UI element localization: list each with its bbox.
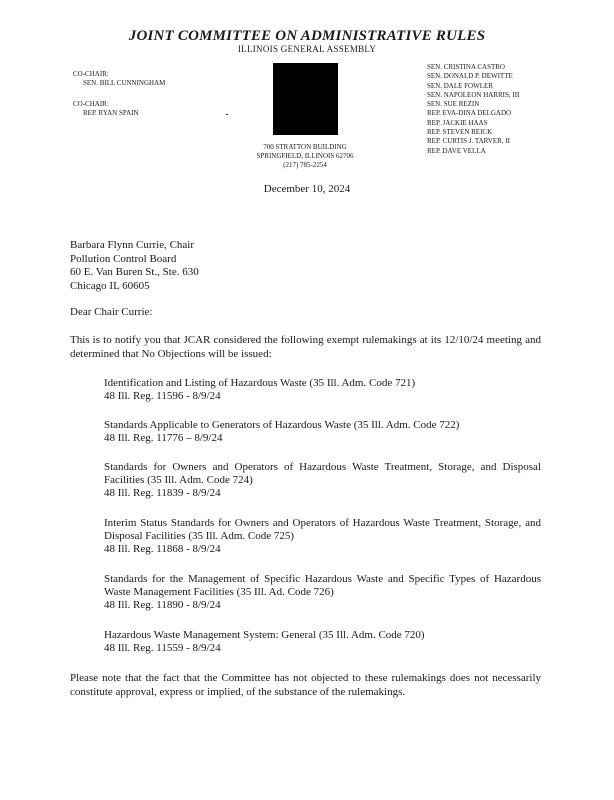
rulemaking-item [104,419,541,445]
rulemaking-title: Standards for the Management of Specific Hazardous Waste and Specific Types of Hazardous Waste Management Facilities (35 Ill. Ad. Code 726) [104,573,541,598]
recipient-name: Barbara Flynn Currie, Chair [70,239,195,251]
letterhead-subtitle: ILLINOIS GENERAL ASSEMBLY [237,44,377,54]
committee-address [245,143,365,170]
member-name: SEN. SUE REZIN [427,100,480,109]
closing-paragraph: Please note that the fact that the Committee has not objected to these rulemakings does not necessarily constitute approval, express or implied, of the substance of the rulemakings. [70,672,541,698]
member-name: SEN. NAPOLEON HARRIS, III [427,90,520,99]
member-name: REP. CURTIS J. TARVER, II [427,137,510,146]
committee-members-list [427,63,519,156]
address-line: SPRINGFIELD, ILLINOIS 62706 [256,152,354,160]
rulemaking-register-ref: 48 Ill. Reg. 11559 - 8/9/24 [104,642,221,654]
state-seal-redacted [273,63,338,135]
rulemaking-register-ref: 48 Ill. Reg. 11868 - 8/9/24 [104,543,221,555]
rulemaking-title: Identification and Listing of Hazardous Waste (35 Ill. Adm. Code 721) [104,377,416,389]
cochair-label: CO-CHAIR: [73,70,109,78]
rulemaking-title: Standards Applicable to Generators of Hazardous Waste (35 Ill. Adm. Code 722) [104,419,460,431]
rulemaking-title: Standards for Owners and Operators of Hazardous Waste Treatment, Storage, and Disposal Facilities (35 Ill. Adm. Code 724) [104,461,541,486]
cochair-house [73,100,139,118]
rulemaking-register-ref: 48 Ill. Reg. 11776 – 8/9/24 [104,432,223,444]
recipient-address [70,239,199,293]
rulemaking-item [104,573,541,612]
cochair-senate [73,70,165,88]
member-name: SEN. DALE FOWLER [427,81,493,90]
cochair-label: CO-CHAIR: [73,100,109,108]
rulemaking-item [104,517,541,556]
recipient-organization: Pollution Control Board [70,252,177,265]
member-name: SEN. CRISTINA CASTRO [427,63,505,71]
member-name: REP. JACKIE HAAS [427,118,488,127]
recipient-street: 60 E. Van Buren St., Ste. 630 [70,266,199,278]
letterhead-title: JOINT COMMITTEE ON ADMINISTRATIVE RULES [128,28,486,44]
rulemaking-item [104,461,541,500]
letter-date: December 10, 2024 [263,183,351,195]
address-line: 700 STRATTON BUILDING [263,143,347,151]
intro-paragraph: This is to notify you that JCAR considered the following exempt rulemakings at its 12/10/24 meeting and determined that No Objections will be issued: [70,334,541,360]
rulemaking-item [104,629,541,655]
rulemaking-register-ref: 48 Ill. Reg. 11890 - 8/9/24 [104,599,221,611]
cochair-name: SEN. BILL CUNNINGHAM [83,79,166,87]
rulemaking-register-ref: 48 Ill. Reg. 11596 - 8/9/24 [104,390,221,402]
recipient-city: Chicago IL 60605 [70,279,150,292]
member-name: REP. STEVEN REICK [427,128,493,137]
member-name: SEN. DONALD P. DEWITTE [427,72,513,81]
address-phone: (217) 785-2254 [283,161,327,169]
cochair-name: REP. RYAN SPAIN [83,109,139,117]
rulemaking-title: Interim Status Standards for Owners and Operators of Hazardous Waste Treatment, Storage, and Disposal Facilities (35 Ill. Adm. Code 725) [104,517,541,542]
member-name: REP. DAVE VELLA [427,146,486,155]
rulemaking-register-ref: 48 Ill. Reg. 11839 - 8/9/24 [104,487,221,499]
rulemaking-item [104,377,541,403]
member-name: REP. EVA-DINA DELGADO [427,109,512,118]
divider-mark [226,114,228,115]
salutation: Dear Chair Currie: [70,306,153,318]
rulemaking-title: Hazardous Waste Management System: General (35 Ill. Adm. Code 720) [104,629,425,641]
